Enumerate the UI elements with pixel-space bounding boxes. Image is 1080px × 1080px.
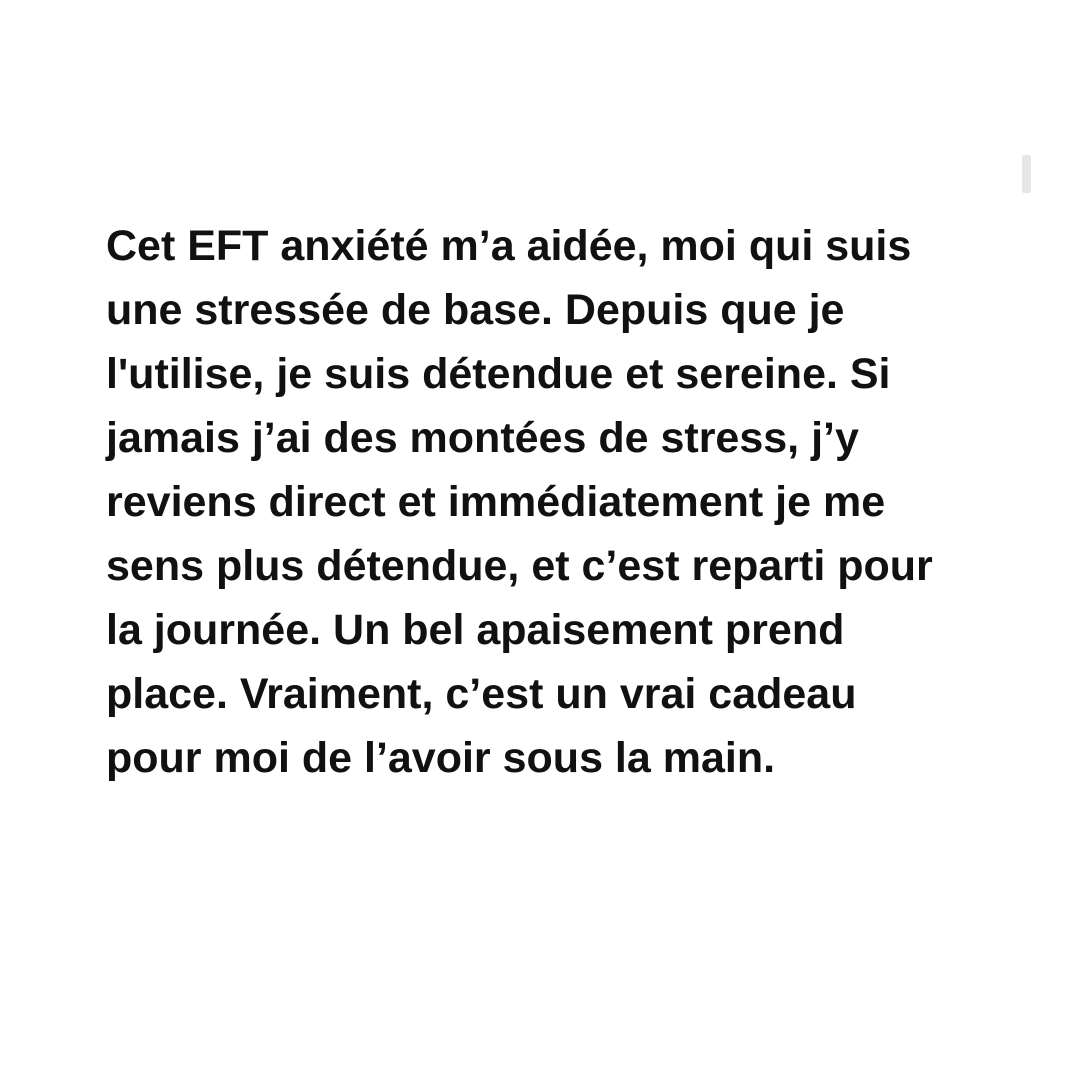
testimonial-line: la journée. Un bel apaisement prend (106, 606, 845, 654)
testimonial-line: sens plus détendue, et c’est reparti pour (106, 542, 933, 590)
testimonial-line: reviens direct et immédiatement je me (106, 478, 886, 526)
testimonial-line: jamais j’ai des montées de stress, j’y (106, 414, 859, 462)
testimonial-line: place. Vraiment, c’est un vrai cadeau (106, 670, 857, 718)
testimonial-text (106, 214, 996, 790)
testimonial-line: une stressée de base. Depuis que je (106, 286, 845, 334)
scroll-indicator[interactable] (1022, 155, 1031, 193)
testimonial-line: Cet EFT anxiété m’a aidée, moi qui suis (106, 222, 912, 270)
testimonial-line: l'utilise, je suis détendue et sereine. Si (106, 350, 891, 398)
testimonial-line: pour moi de l’avoir sous la main. (106, 734, 776, 782)
